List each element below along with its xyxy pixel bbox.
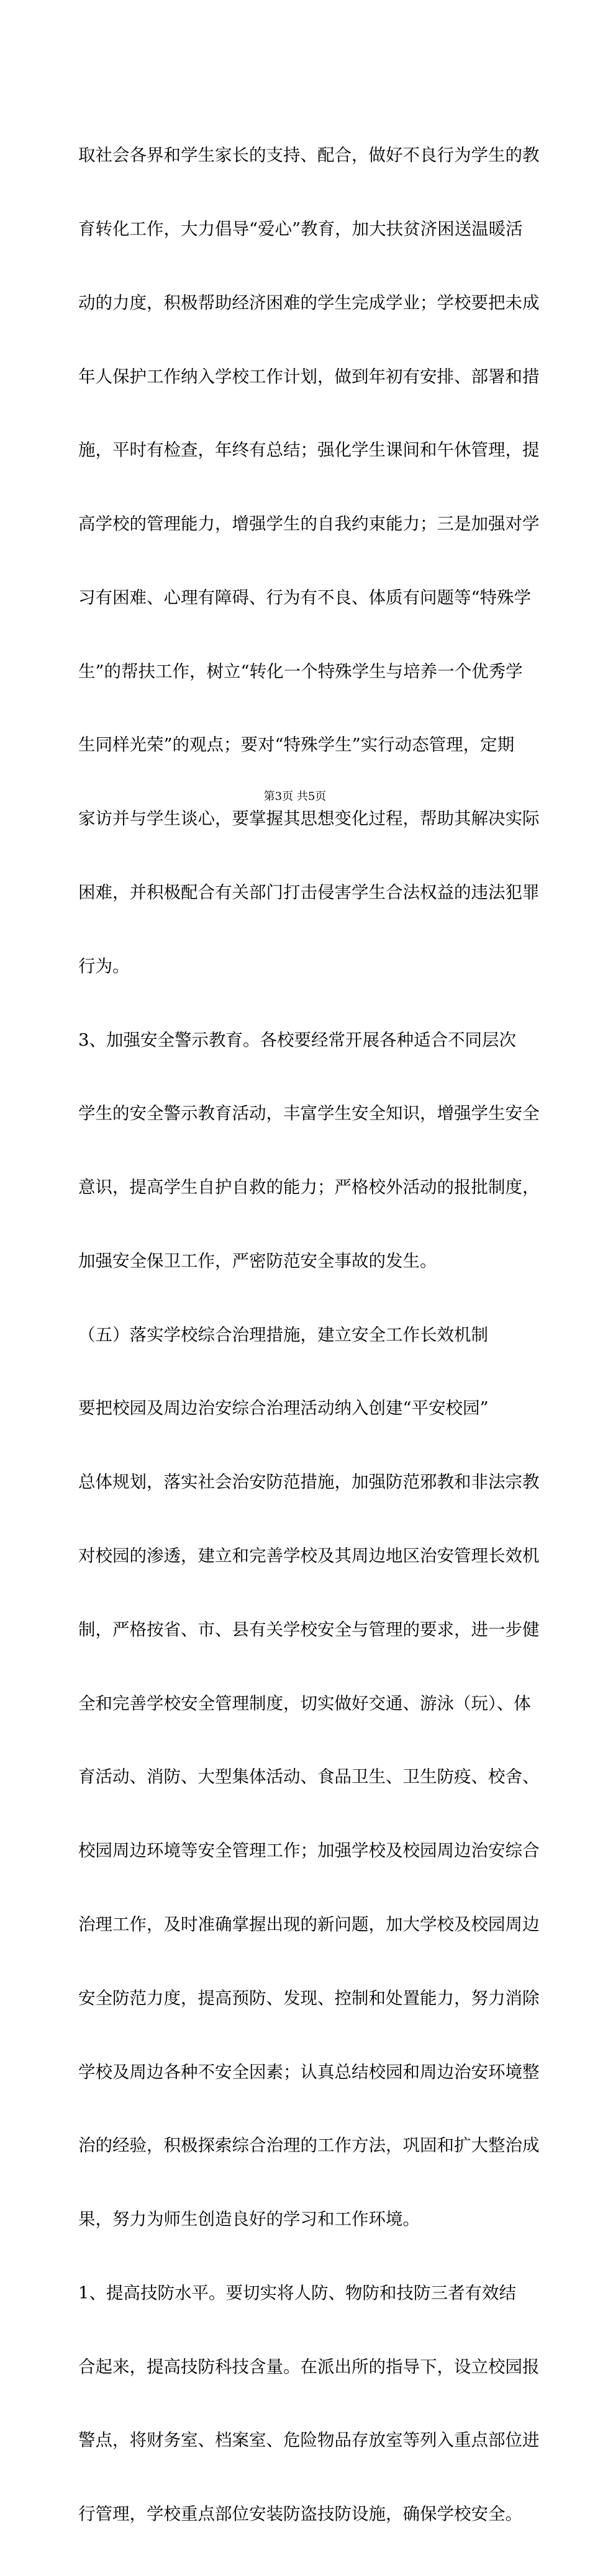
text-line: 育转化工作，大力倡导“爱心”教育，加大扶贫济困送温暖活 [78, 218, 523, 239]
text-line: 学生的安全警示教育活动，丰富学生安全知识，增强学生安全 [78, 1103, 540, 1124]
text-line: 全和完善学校安全管理制度，切实做好交通、游泳（玩）、体 [78, 1693, 531, 1713]
text-line: 意识，提高学生自护自救的能力；严格校外活动的报批制度， [78, 1177, 540, 1198]
paragraph-start-line: 要把校园及周边治安综合治理活动纳入创建“平安校园” [78, 1398, 489, 1419]
text-line: 安全防范力度，提高预防、发现、控制和处置能力，努力消除 [78, 1988, 540, 2008]
paragraph-start-line: 3、加强安全警示教育。各校要经常开展各种适合不同层次 [78, 1030, 516, 1050]
text-line: 困难，并积极配合有关部门打击侵害学生合法权益的违法犯罪 [78, 882, 540, 902]
text-line: 治理工作，及时准确掌握出现的新问题，加大学校及校园周边 [78, 1914, 540, 1934]
text-line: 习有困难、心理有障碍、行为有不良、体质有问题等“特殊学 [78, 587, 532, 608]
document-body [78, 94, 540, 2576]
text-line: 高学校的管理能力，增强学生的自我约束能力；三是加强对学 [78, 514, 540, 534]
text-line: 对校园的渗透，建立和完善学校及其周边地区治安管理长效机 [78, 1546, 540, 1566]
text-line: 加强安全保卫工作，严密防范安全事故的发生。 [78, 1250, 437, 1271]
text-line: 校园周边环境等安全管理工作；加强学校及校园周边治安综合 [78, 1841, 540, 1861]
section-heading: （五）落实学校综合治理措施，建立安全工作长效机制 [78, 1324, 488, 1345]
paragraph-start-line: 1、提高技防水平。要切实将人防、物防和技防三者有效结 [78, 2282, 516, 2303]
text-line: 育活动、消防、大型集体活动、食品卫生、卫生防疫、校舍、 [78, 1767, 540, 1787]
text-line: 家访并与学生谈心，要掌握其思想变化过程，帮助其解决实际 [78, 809, 540, 829]
text-line: 总体规划，落实社会治安防范措施，加强防范邪教和非法宗教 [78, 1472, 540, 1492]
text-line: 警点，将财务室、档案室、危险物品存放室等列入重点部位进 [78, 2430, 540, 2451]
text-line: 治的经验，积极探索综合治理的工作方法，巩固和扩大整治成 [78, 2135, 540, 2156]
text-line: 果，努力为师生创造良好的学习和工作环境。 [78, 2209, 420, 2230]
page-footer: 第3页 共5页 [263, 790, 327, 803]
text-line: 施，平时有检查，年终有总结；强化学生课间和午休管理，提 [78, 440, 540, 460]
text-line: 生同样光荣”的观点；要对“特殊学生”实行动态管理，定期 [78, 735, 515, 755]
text-line: 合起来，提高技防科技含量。在派出所的指导下，设立校园报 [78, 2356, 540, 2377]
text-line: 学校及周边各种不安全因素；认真总结校园和周边治安环境整 [78, 2062, 540, 2082]
text-line: 取社会各界和学生家长的支持、配合，做好不良行为学生的教 [78, 145, 540, 166]
text-line: 年人保护工作纳入学校工作计划，做到年初有安排、部署和措 [78, 366, 540, 387]
text-line: 行管理，学校重点部位安装防盗技防设施，确保学校安全。 [78, 2504, 522, 2524]
text-line: 行为。 [78, 956, 130, 976]
text-line: 动的力度，积极帮助经济困难的学生完成学业；学校要把未成 [78, 292, 540, 313]
text-line: 生”的帮扶工作，树立“转化一个特殊学生与培养一个优秀学 [78, 661, 523, 681]
text-line: 制，严格按省、市、县有关学校安全与管理的要求，进一步健 [78, 1619, 540, 1640]
